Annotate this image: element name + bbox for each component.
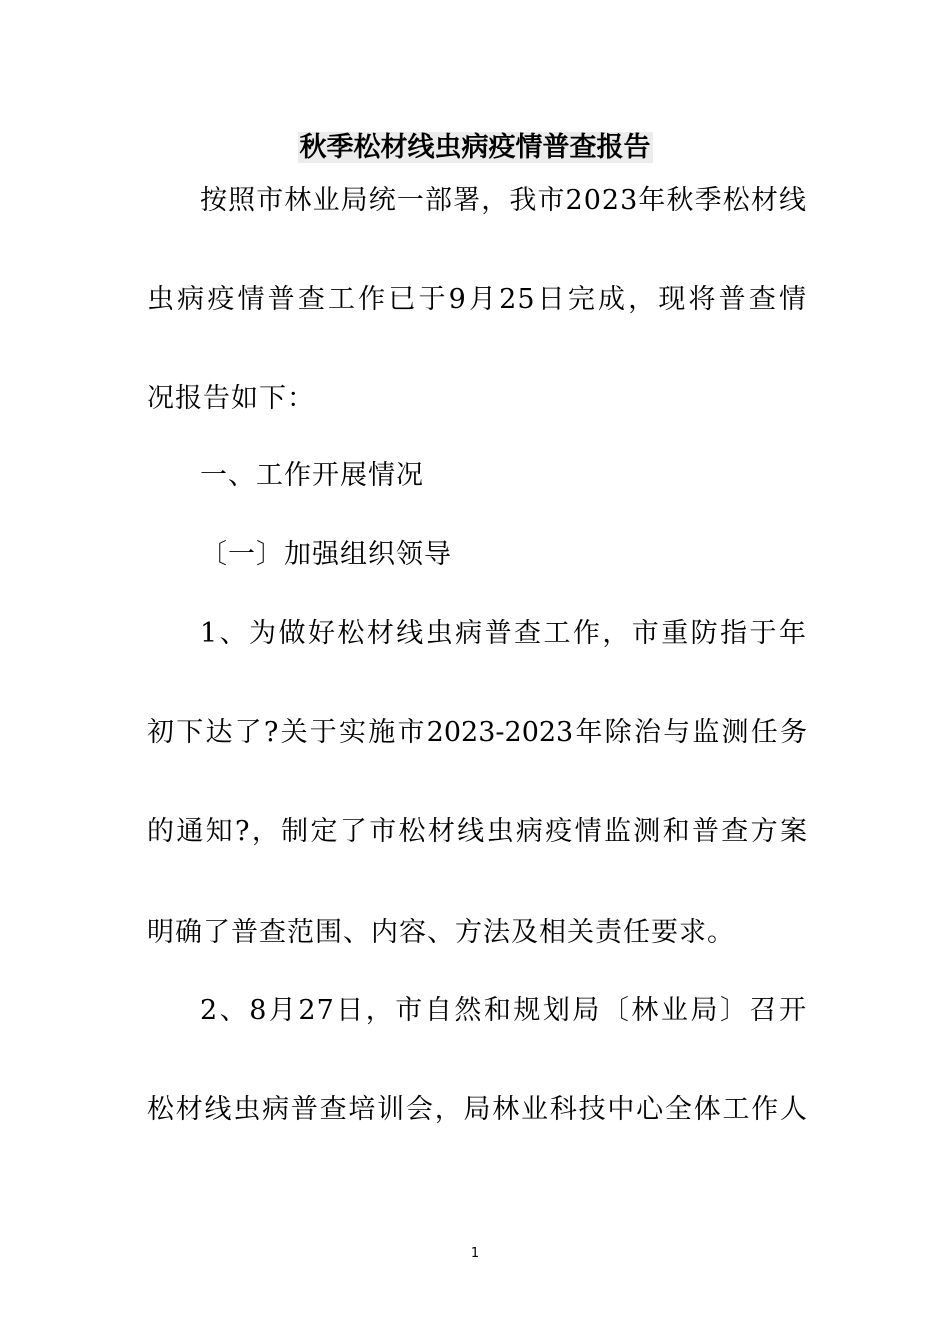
paragraph-line: 况报告如下：: [147, 383, 315, 414]
paragraph-line: 按照市林业局统一部署，我市2023年秋季松材线: [200, 185, 807, 216]
paragraph-line: 1、为做好松材线虫病普查工作，市重防指于年: [200, 618, 807, 649]
paragraph-line: 松材线虫病普查培训会，局林业科技中心全体工作人: [147, 1094, 807, 1125]
paragraph-line: 的通知?，制定了市松材线虫病疫情监测和普查方案: [147, 816, 807, 847]
paragraph-line: 虫病疫情普查工作已于9月25日完成，现将普查情: [147, 284, 807, 315]
section-heading: 一、工作开展情况: [200, 460, 424, 491]
document-title: 秋季松材线虫病疫情普查报告: [299, 132, 651, 163]
paragraph-line: 明确了普查范围、内容、方法及相关责任要求。: [147, 917, 735, 948]
paragraph-line: 初下达了?关于实施市2023-2023年除治与监测任务: [147, 717, 807, 748]
paragraph-line: 2、8月27日，市自然和规划局〔林业局〕召开: [200, 995, 807, 1026]
subsection-heading: 〔一〕加强组织领导: [200, 539, 452, 570]
page-number: 1: [470, 1246, 480, 1261]
